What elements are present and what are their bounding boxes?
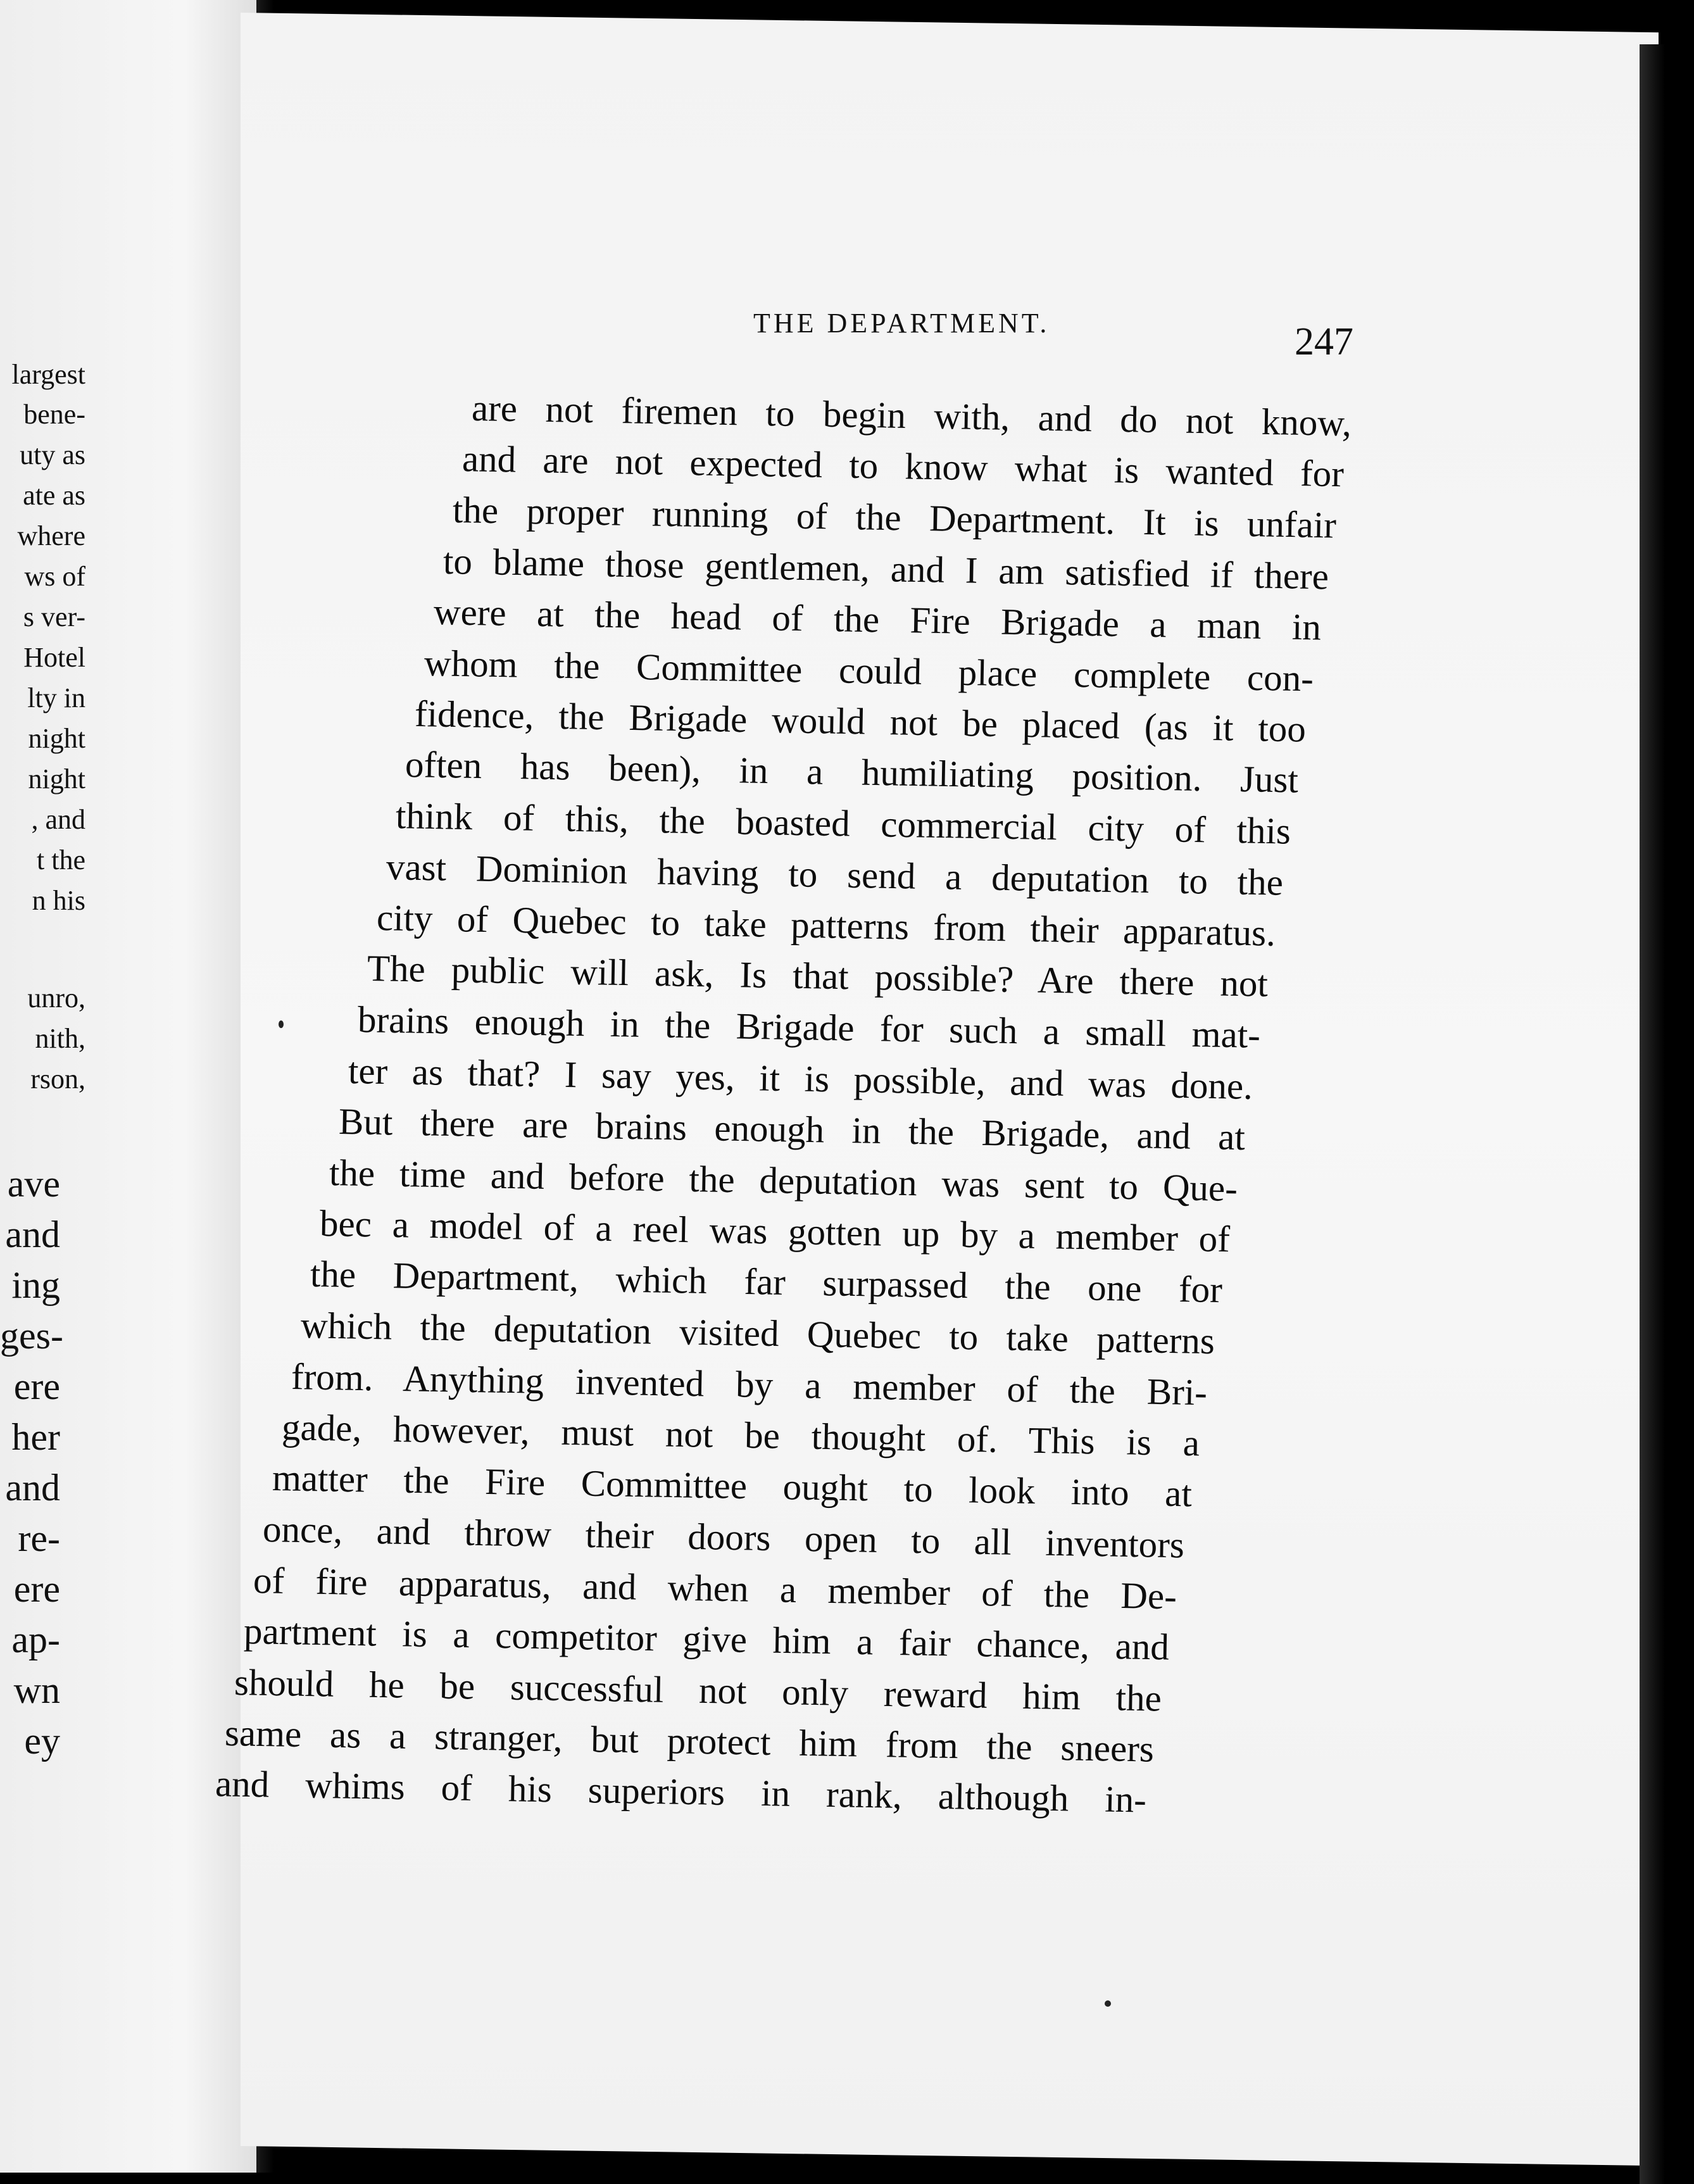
left-page-fragment: ges-: [0, 1315, 63, 1357]
left-page-fragment: ey: [24, 1720, 60, 1762]
text-line: and whims of his superiors in rank, although in-: [215, 1762, 1147, 1821]
text-line: should he be successful not only reward him the: [234, 1661, 1162, 1719]
left-page-fragment: nith,: [35, 1023, 85, 1054]
left-page-fragment: ate as: [23, 480, 85, 511]
text-line: whom the Committee could place complete con-: [424, 642, 1314, 700]
left-page-fragment: ing: [11, 1264, 60, 1306]
text-line: often has been), in a humiliating position. Just: [405, 743, 1299, 801]
left-page-fragment: n his: [32, 885, 85, 916]
text-line: once, and throw their doors open to all inventors: [262, 1508, 1185, 1566]
text-line: and are not expected to know what is wanted for: [461, 437, 1345, 495]
left-page-fragment: ere: [13, 1365, 60, 1407]
left-page-fragment: where: [17, 520, 85, 551]
left-page-fragment: bene-: [23, 399, 85, 430]
left-page-fragment: ave: [7, 1163, 60, 1205]
text-line: which the deputation visited Quebec to take patterns: [300, 1303, 1215, 1362]
page-edge-shadow: [1640, 44, 1665, 2184]
left-page-fragment: and: [5, 1214, 60, 1255]
text-line: think of this, the boasted commercial city of this: [395, 794, 1291, 852]
text-line: brains enough in the Brigade for such a small mat-: [357, 998, 1261, 1057]
text-line: But there are brains enough in the Brigade, and at: [338, 1100, 1246, 1158]
text-line: the proper running of the Department. It is unfair: [452, 489, 1337, 546]
left-page-fragment: ere: [13, 1568, 60, 1610]
left-page-fragment: lty in: [27, 682, 85, 713]
left-page-fragment: and: [5, 1467, 60, 1509]
text-line: ter as that? I say yes, it is possible, and was done.: [348, 1049, 1253, 1107]
text-line: city of Quebec to take patterns from their apparatus.: [376, 896, 1276, 954]
left-page-fragment: ws of: [24, 561, 85, 592]
text-line: fidence, the Brigade would not be placed (as it too: [414, 693, 1307, 750]
text-line: to blame those gentlemen, and I am satisfied if there: [442, 539, 1329, 598]
left-page-fragment: rson,: [30, 1064, 85, 1095]
text-line: same as a stranger, but protect him from the sneers: [224, 1712, 1155, 1770]
left-page-fragment: largest: [11, 359, 85, 390]
text-line: vast Dominion having to send a deputation to the: [386, 845, 1284, 903]
text-line: the time and before the deputation was sent to Que-: [329, 1152, 1238, 1210]
left-page-fragment: unro,: [27, 982, 85, 1014]
text-line: matter the Fire Committee ought to look into at: [272, 1457, 1193, 1515]
left-page-fragment: uty as: [20, 439, 85, 470]
left-page-fragment: her: [11, 1416, 60, 1458]
left-page-fragment: s ver-: [23, 601, 85, 632]
left-page-fragment: wn: [13, 1669, 60, 1711]
text-line: bec a model of a reel was gotten up by a member of: [319, 1202, 1231, 1260]
text-line: the Department, which far surpassed the one for: [310, 1253, 1223, 1311]
text-line: partment is a competitor give him a fair chance, and: [243, 1609, 1170, 1668]
text-line: were at the head of the Fire Brigade a man in: [433, 590, 1322, 648]
text-line: from. Anything invented by a member of the Bri-: [291, 1355, 1208, 1414]
speck: [1105, 2000, 1111, 2007]
left-page-fragment: night: [28, 763, 85, 794]
left-page-fragment: , and: [31, 804, 85, 835]
left-page-fragment: ap-: [11, 1619, 60, 1660]
text-line: gade, however, must not be thought of. This is a: [281, 1406, 1200, 1464]
left-page-fragment: t the: [37, 844, 85, 875]
page-number: 247: [1295, 320, 1353, 363]
text-line: of fire apparatus, and when a member of the De-: [253, 1559, 1177, 1617]
left-page-fragment: re-: [18, 1517, 60, 1559]
speck: [279, 1020, 284, 1028]
text-line: The public will ask, Is that possible? Are there not: [367, 947, 1269, 1005]
left-page: [0, 0, 265, 2173]
left-page-fragment: night: [28, 723, 85, 754]
running-header: THE DEPARTMENT.: [753, 308, 1050, 339]
left-page-fragment: Hotel: [23, 642, 85, 673]
text-line: are not firemen to begin with, and do not know,: [471, 387, 1352, 444]
